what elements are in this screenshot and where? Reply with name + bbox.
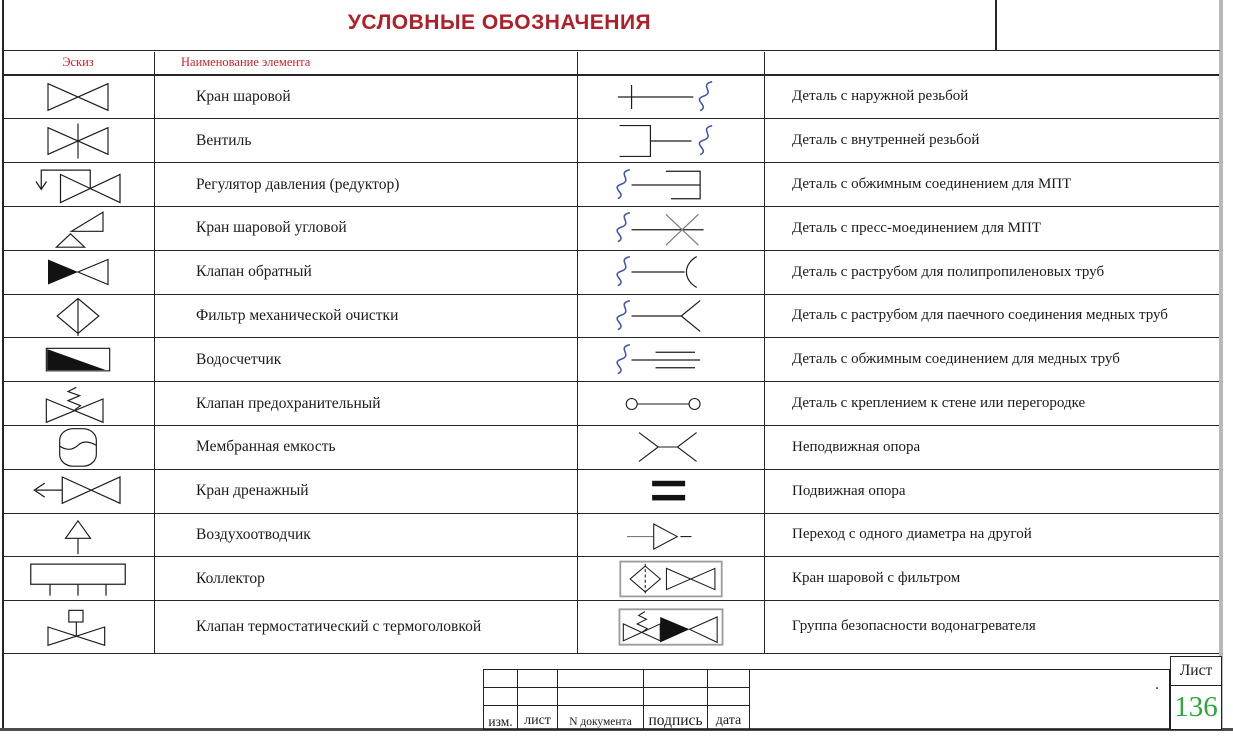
fixed-support-icon xyxy=(615,425,727,469)
symbol-cell xyxy=(578,557,765,601)
sheet-number: 136 xyxy=(1174,691,1218,723)
symbol-cell xyxy=(2,295,155,339)
pressure-regulator-icon xyxy=(24,164,132,206)
socket-pp-icon xyxy=(611,251,731,293)
element-name: Коллектор xyxy=(155,557,578,601)
element-name: Клапан предохранительный xyxy=(155,382,578,426)
symbol-cell xyxy=(578,295,765,339)
stray-dot: . xyxy=(1155,676,1159,693)
element-name: Клапан термостатический с термоголовкой xyxy=(155,601,578,654)
symbol-cell xyxy=(2,557,155,601)
symbol-cell xyxy=(578,382,765,426)
thermostatic-valve-icon xyxy=(28,606,128,648)
symbol-cell xyxy=(2,119,155,163)
ball-valve-icon xyxy=(28,76,128,118)
globe-valve-icon xyxy=(28,120,128,162)
title-block-empty-cell xyxy=(750,670,1169,729)
water-meter-icon xyxy=(28,339,128,381)
symbol-cell xyxy=(578,163,765,207)
manifold-icon xyxy=(24,558,132,600)
element-name: Фильтр механической очистки xyxy=(155,295,578,339)
drain-valve-icon xyxy=(24,470,132,512)
membrane-tank-icon xyxy=(28,426,128,468)
title-block-cell xyxy=(708,688,750,706)
element-name: Деталь с обжимным соединением для МПТ xyxy=(765,163,1219,207)
title-block-label: подпись xyxy=(644,706,708,729)
title-block-cell xyxy=(558,688,644,706)
symbol-cell xyxy=(578,338,765,382)
empty-header-cell xyxy=(578,52,765,76)
column-header-sketch: Эскиз xyxy=(2,52,155,76)
title-block-cell xyxy=(518,670,558,688)
element-name: Воздухоотводчик xyxy=(155,514,578,558)
title-block-label: дата xyxy=(708,706,750,729)
symbol-cell xyxy=(2,207,155,251)
symbol-cell xyxy=(2,514,155,558)
element-name: Кран шаровой xyxy=(155,76,578,120)
page-title: УСЛОВНЫЕ ОБОЗНАЧЕНИЯ xyxy=(347,11,652,34)
symbol-cell xyxy=(578,601,765,654)
sliding-support-icon xyxy=(616,470,726,512)
title-block xyxy=(483,669,1170,730)
symbol-cell xyxy=(578,207,765,251)
element-name: Кран шаровой угловой xyxy=(155,207,578,251)
element-name: Деталь с наружной резьбой xyxy=(765,76,1219,120)
title-block-cell xyxy=(558,670,644,688)
symbol-cell xyxy=(578,426,765,470)
heater-safety-group-icon xyxy=(615,607,727,647)
title-block-label: изм. xyxy=(484,706,518,729)
symbol-cell xyxy=(2,251,155,295)
title-block-cell xyxy=(644,670,708,688)
element-name: Деталь с обжимным соединением для медных труб xyxy=(765,338,1219,382)
title-block-cell xyxy=(518,688,558,706)
socket-solder-copper-icon xyxy=(611,295,731,337)
symbol-cell xyxy=(578,514,765,558)
title-block-cell xyxy=(484,688,518,706)
external-thread-icon xyxy=(611,76,731,118)
check-valve-icon xyxy=(28,251,128,293)
title-block-label: N документа xyxy=(558,706,644,729)
title-block-label: лист xyxy=(518,706,558,729)
element-name: Деталь с раструбом для полипропиленовых труб xyxy=(765,251,1219,295)
element-name: Группа безопасности водонагревателя xyxy=(765,601,1219,654)
column-header-name: Наименование элемента xyxy=(155,52,578,76)
element-name: Деталь с креплением к стене или перегородке xyxy=(765,382,1219,426)
safety-valve-icon xyxy=(28,383,128,425)
symbol-cell xyxy=(2,601,155,654)
legend-table xyxy=(2,52,1219,654)
compression-mpt-icon xyxy=(611,164,731,206)
title-block-cell xyxy=(708,670,750,688)
title-block-cell xyxy=(484,670,518,688)
symbol-cell xyxy=(578,251,765,295)
wall-mount-icon xyxy=(616,384,726,424)
symbol-cell xyxy=(2,382,155,426)
compression-copper-icon xyxy=(611,339,731,381)
symbol-cell xyxy=(578,119,765,163)
element-name: Деталь с пресс-моединением для МПТ xyxy=(765,207,1219,251)
element-name: Клапан обратный xyxy=(155,251,578,295)
element-name: Вентиль xyxy=(155,119,578,163)
symbol-cell xyxy=(2,338,155,382)
symbol-cell xyxy=(578,76,765,120)
sheet-number-box xyxy=(1170,656,1222,730)
reducer-icon xyxy=(616,514,726,556)
title-block-cell xyxy=(644,688,708,706)
title-band-divider xyxy=(995,0,997,50)
element-name: Подвижная опора xyxy=(765,470,1219,514)
element-name: Переход с одного диаметра на другой xyxy=(765,514,1219,558)
empty-header-cell xyxy=(765,52,1219,76)
symbol-cell xyxy=(2,426,155,470)
symbol-cell xyxy=(2,76,155,120)
internal-thread-icon xyxy=(611,120,731,162)
element-name: Неподвижная опора xyxy=(765,426,1219,470)
title-band xyxy=(2,0,1220,51)
element-name: Деталь с внутренней резьбой xyxy=(765,119,1219,163)
element-name: Деталь с раструбом для паечного соединения медных труб xyxy=(765,295,1219,339)
sheet-label: Лист xyxy=(1171,657,1221,686)
symbol-cell xyxy=(578,470,765,514)
angle-ball-valve-icon xyxy=(28,207,128,249)
element-name: Кран шаровой с фильтром xyxy=(765,557,1219,601)
symbol-cell xyxy=(2,470,155,514)
symbol-cell xyxy=(2,163,155,207)
press-mpt-icon xyxy=(611,207,731,249)
element-name: Водосчетчик xyxy=(155,338,578,382)
page-right-border xyxy=(1219,0,1223,731)
element-name: Мембранная емкость xyxy=(155,426,578,470)
element-name: Регулятор давления (редуктор) xyxy=(155,163,578,207)
element-name: Кран дренажный xyxy=(155,470,578,514)
filter-icon xyxy=(28,295,128,337)
air-vent-icon xyxy=(28,514,128,556)
ball-valve-filter-icon xyxy=(618,559,724,599)
